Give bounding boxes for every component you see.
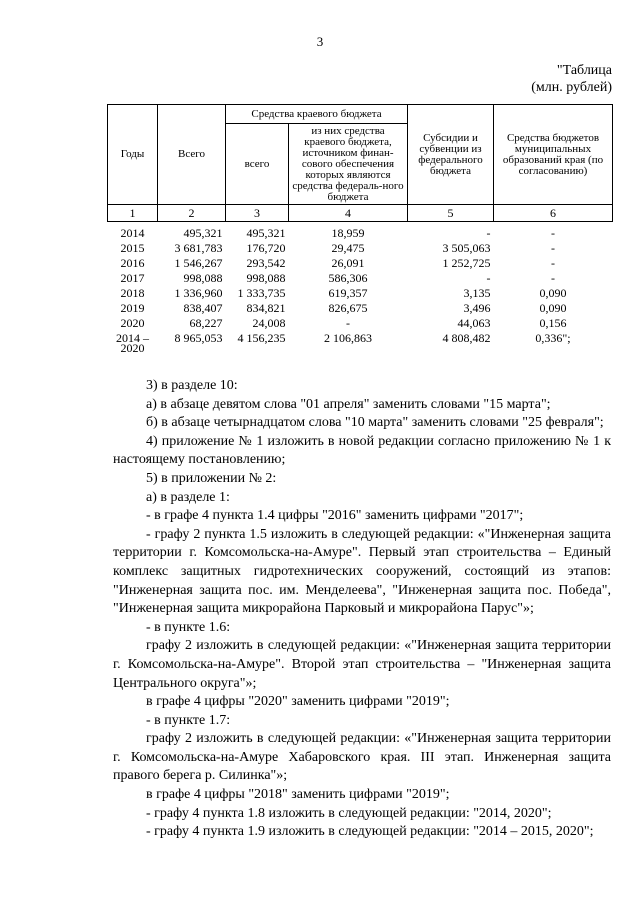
table-row	[108, 271, 613, 286]
regional-all-cell: 4 156,235	[237, 331, 286, 345]
municipal-cell: 0,336";	[535, 331, 571, 345]
paragraph: - в пункте 1.7:	[146, 712, 231, 728]
regional-federal-cell: 619,357	[328, 286, 368, 300]
table-row	[108, 301, 613, 316]
subsidies-cell: 1 252,725	[442, 256, 491, 270]
column-number: 2	[158, 205, 226, 222]
total-cell: 1 336,960	[174, 286, 223, 300]
year-cell: 2018	[120, 286, 145, 300]
municipal-cell: 0,156	[539, 316, 567, 330]
municipal-cell: 0,090	[539, 301, 567, 315]
subsidies-cell: -	[486, 226, 491, 240]
municipal-cell: -	[551, 271, 555, 285]
municipal-cell: 0,090	[539, 286, 567, 300]
total-cell: 495,321	[183, 226, 223, 240]
paragraph: а) в разделе 1:	[146, 489, 230, 505]
regional-all-cell: 293,542	[246, 256, 286, 270]
regional-federal-cell: 2 106,863	[324, 331, 372, 345]
page-number: 3	[316, 34, 324, 49]
regional-federal-cell: 29,475	[331, 241, 365, 255]
subsidies-cell: 3,496	[463, 301, 491, 315]
year-cell: 2015	[120, 241, 145, 255]
paragraph: графу 2 изложить в следующей редакции: «"Инженерная защита территории г. Комсомольска-на-Амуре Хабаровского края. III этап. Инженерная защита правого берега р. Силинка"»;	[113, 731, 611, 784]
column-number: 4	[289, 205, 408, 222]
paragraph: - в пункте 1.6:	[146, 619, 231, 635]
amendments-text	[113, 377, 611, 842]
table-row	[108, 256, 613, 271]
table-caption: "Таблица	[556, 63, 612, 78]
paragraph: - графу 2 пункта 1.5 изложить в следующей редакции: «"Инженерная защита территории г. Комсомольска-на-Амуре". Первый этап строительства – Единый комплекс защитных гидротехнических сооружений, состоящий из этапов: "Инженерная защита пос. им. Менделеева", "Инженерная защита пос. Победа", "Инженерная защита микрорайона Парковый и микрорайона Парус"»;	[113, 526, 611, 617]
regional-federal-cell: 586,306	[328, 271, 368, 285]
header-subsidies: Субсидии и субвенции из федерального бюджета	[408, 105, 494, 205]
paragraph: в графе 4 цифры "2018" заменить цифрами "2019";	[146, 787, 450, 803]
header-municipal: Средства бюджетов муниципальных образований края (по согласованию)	[494, 105, 613, 205]
total-row	[108, 331, 613, 353]
budget-table	[107, 104, 613, 353]
paragraph: 4) приложение № 1 изложить в новой редакции согласно приложению № 1 к настоящему постановлению;	[113, 433, 611, 468]
total-cell: 998,088	[183, 271, 223, 285]
paragraph: а) в абзаце девятом слова "01 апреля" заменить словами "15 марта";	[146, 396, 551, 412]
year-range-start: 2014 –	[116, 331, 149, 345]
header-regional-federal: из них средства краевого бюджета, источником финан-сового обеспечения которых являются средства федераль-ного бюджета	[289, 124, 408, 205]
total-cell: 68,227	[189, 316, 223, 330]
table-row	[108, 241, 613, 256]
column-number: 1	[108, 205, 158, 222]
year-cell: 2014	[120, 226, 145, 240]
paragraph: в графе 4 цифры "2020" заменить цифрами "2019";	[146, 694, 450, 710]
subsidies-cell: 44,063	[457, 316, 491, 330]
total-cell: 838,407	[183, 301, 223, 315]
year-cell: 2020	[120, 316, 145, 330]
subsidies-cell: 4 808,482	[442, 331, 491, 345]
municipal-cell: -	[551, 226, 555, 240]
paragraph: б) в абзаце четырнадцатом слова "10 марта" заменить словами "25 февраля";	[146, 415, 604, 431]
municipal-cell: -	[551, 256, 555, 270]
table-unit: (млн. рублей)	[531, 80, 612, 95]
regional-all-cell: 1 333,735	[237, 286, 286, 300]
year-cell	[108, 331, 158, 353]
header-regional-all: всего	[226, 124, 289, 205]
paragraph: 5) в приложении № 2:	[146, 470, 277, 486]
subsidies-cell: 3,135	[463, 286, 491, 300]
subsidies-cell: -	[486, 271, 491, 285]
paragraph: - графу 4 пункта 1.9 изложить в следующей редакции: "2014 – 2015, 2020";	[146, 824, 594, 840]
table-row	[108, 316, 613, 331]
header-total: Всего	[158, 105, 226, 205]
year-cell: 2016	[120, 256, 145, 270]
regional-all-cell: 834,821	[246, 301, 286, 315]
regional-all-cell: 24,008	[252, 316, 286, 330]
column-number: 3	[226, 205, 289, 222]
regional-federal-cell: 26,091	[331, 256, 365, 270]
municipal-cell: -	[551, 241, 555, 255]
total-cell: 8 965,053	[174, 331, 223, 345]
header-years: Годы	[108, 105, 158, 205]
paragraph: - в графе 4 пункта 1.4 цифры "2016" заменить цифрами "2017";	[146, 508, 524, 524]
paragraph: графу 2 изложить в следующей редакции: «"Инженерная защита территории г. Комсомольска-на-Амуре". Второй этап строительства – "Инженерная защита Центрального округа"»;	[113, 638, 611, 691]
regional-all-cell: 176,720	[246, 241, 286, 255]
regional-federal-cell: 826,675	[328, 301, 368, 315]
regional-all-cell: 495,321	[246, 226, 286, 240]
year-range-end: 2020	[120, 341, 145, 355]
table-row	[108, 226, 613, 241]
total-cell: 3 681,783	[174, 241, 223, 255]
subsidies-cell: 3 505,063	[442, 241, 491, 255]
regional-all-cell: 998,088	[246, 271, 286, 285]
total-cell: 1 546,267	[174, 256, 223, 270]
year-cell: 2019	[120, 301, 145, 315]
paragraph: - графу 4 пункта 1.8 изложить в следующей редакции: "2014, 2020";	[146, 805, 552, 821]
regional-federal-cell: -	[346, 316, 350, 330]
regional-federal-cell: 18,959	[331, 226, 365, 240]
year-cell: 2017	[120, 271, 145, 285]
column-number: 5	[408, 205, 494, 222]
paragraph: 3) в разделе 10:	[146, 378, 238, 393]
column-number: 6	[494, 205, 613, 222]
header-regional-budget: Средства краевого бюджета	[226, 105, 408, 124]
table-row	[108, 286, 613, 301]
